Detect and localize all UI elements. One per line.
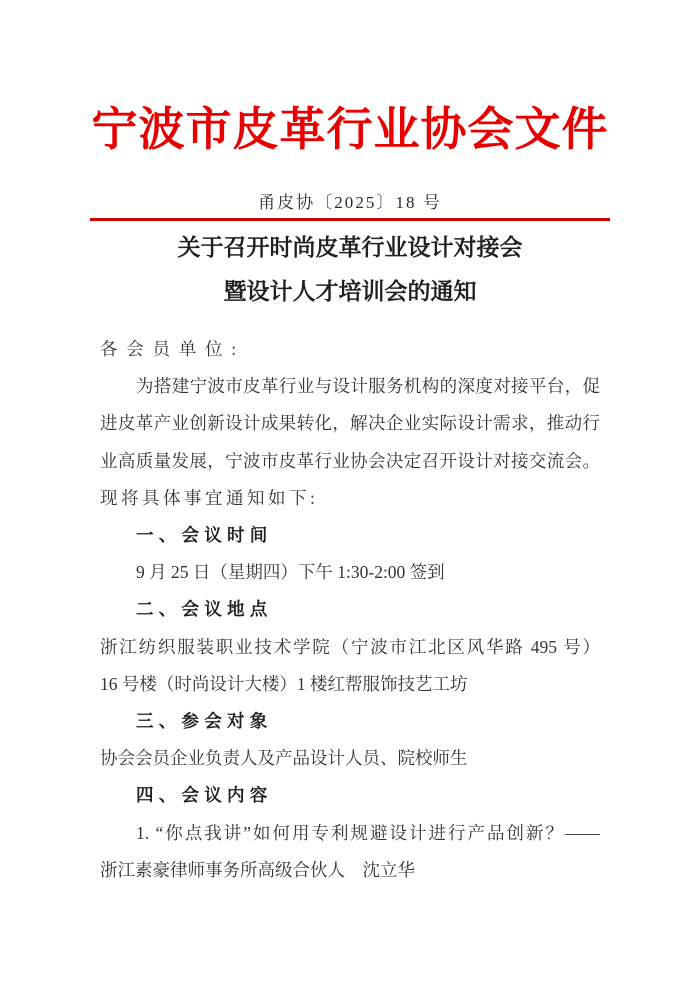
body-line: 业高质量发展，宁波市皮革行业协会决定召开设计对接交流会。: [100, 450, 600, 471]
body-line: 现将具体事宜通知如下:: [100, 487, 319, 508]
notice-title: [0, 233, 700, 307]
body-line: 为搭建宁波市皮革行业与设计服务机构的深度对接平台，促: [136, 376, 600, 397]
notice-title-line2: 暨设计人才培训会的通知: [223, 279, 477, 304]
org-title: 宁波市皮革行业协会文件: [91, 104, 609, 155]
section-heading-1: 一、会议时间: [136, 525, 273, 546]
meeting-place-line: 浙江纺织服装职业技术学院（宁波市江北区风华路 495 号）: [100, 636, 600, 657]
body-line: 进皮革产业创新设计成果转化，解决企业实际设计需求，推动行: [100, 413, 600, 434]
meeting-time-line: 9 月 25 日（星期四）下午 1:30-2:00 签到: [136, 562, 445, 583]
attendees-line: 协会会员企业负责人及产品设计人员、院校师生: [100, 748, 468, 769]
doc-number: 甬皮协〔2025〕18 号: [258, 193, 442, 212]
document-body: [100, 331, 600, 889]
notice-title-line1: 关于召开时尚皮革行业设计对接会: [177, 235, 523, 260]
agenda-item-line: 1. “你点我讲”如何用专利规避设计进行产品创新？——: [136, 822, 600, 843]
section-heading-2: 二、会议地点: [136, 599, 273, 620]
agenda-speaker-line: 浙江素豪律师事务所高级合伙人 沈立华: [100, 859, 415, 880]
divider-rule: [90, 218, 610, 221]
meeting-place-line: 16 号楼（时尚设计大楼）1 楼红帮服饰技艺工坊: [100, 673, 468, 694]
salutation-line: 各会员单位:: [100, 339, 245, 359]
section-heading-3: 三、参会对象: [136, 711, 273, 732]
section-heading-4: 四、会议内容: [136, 785, 273, 806]
